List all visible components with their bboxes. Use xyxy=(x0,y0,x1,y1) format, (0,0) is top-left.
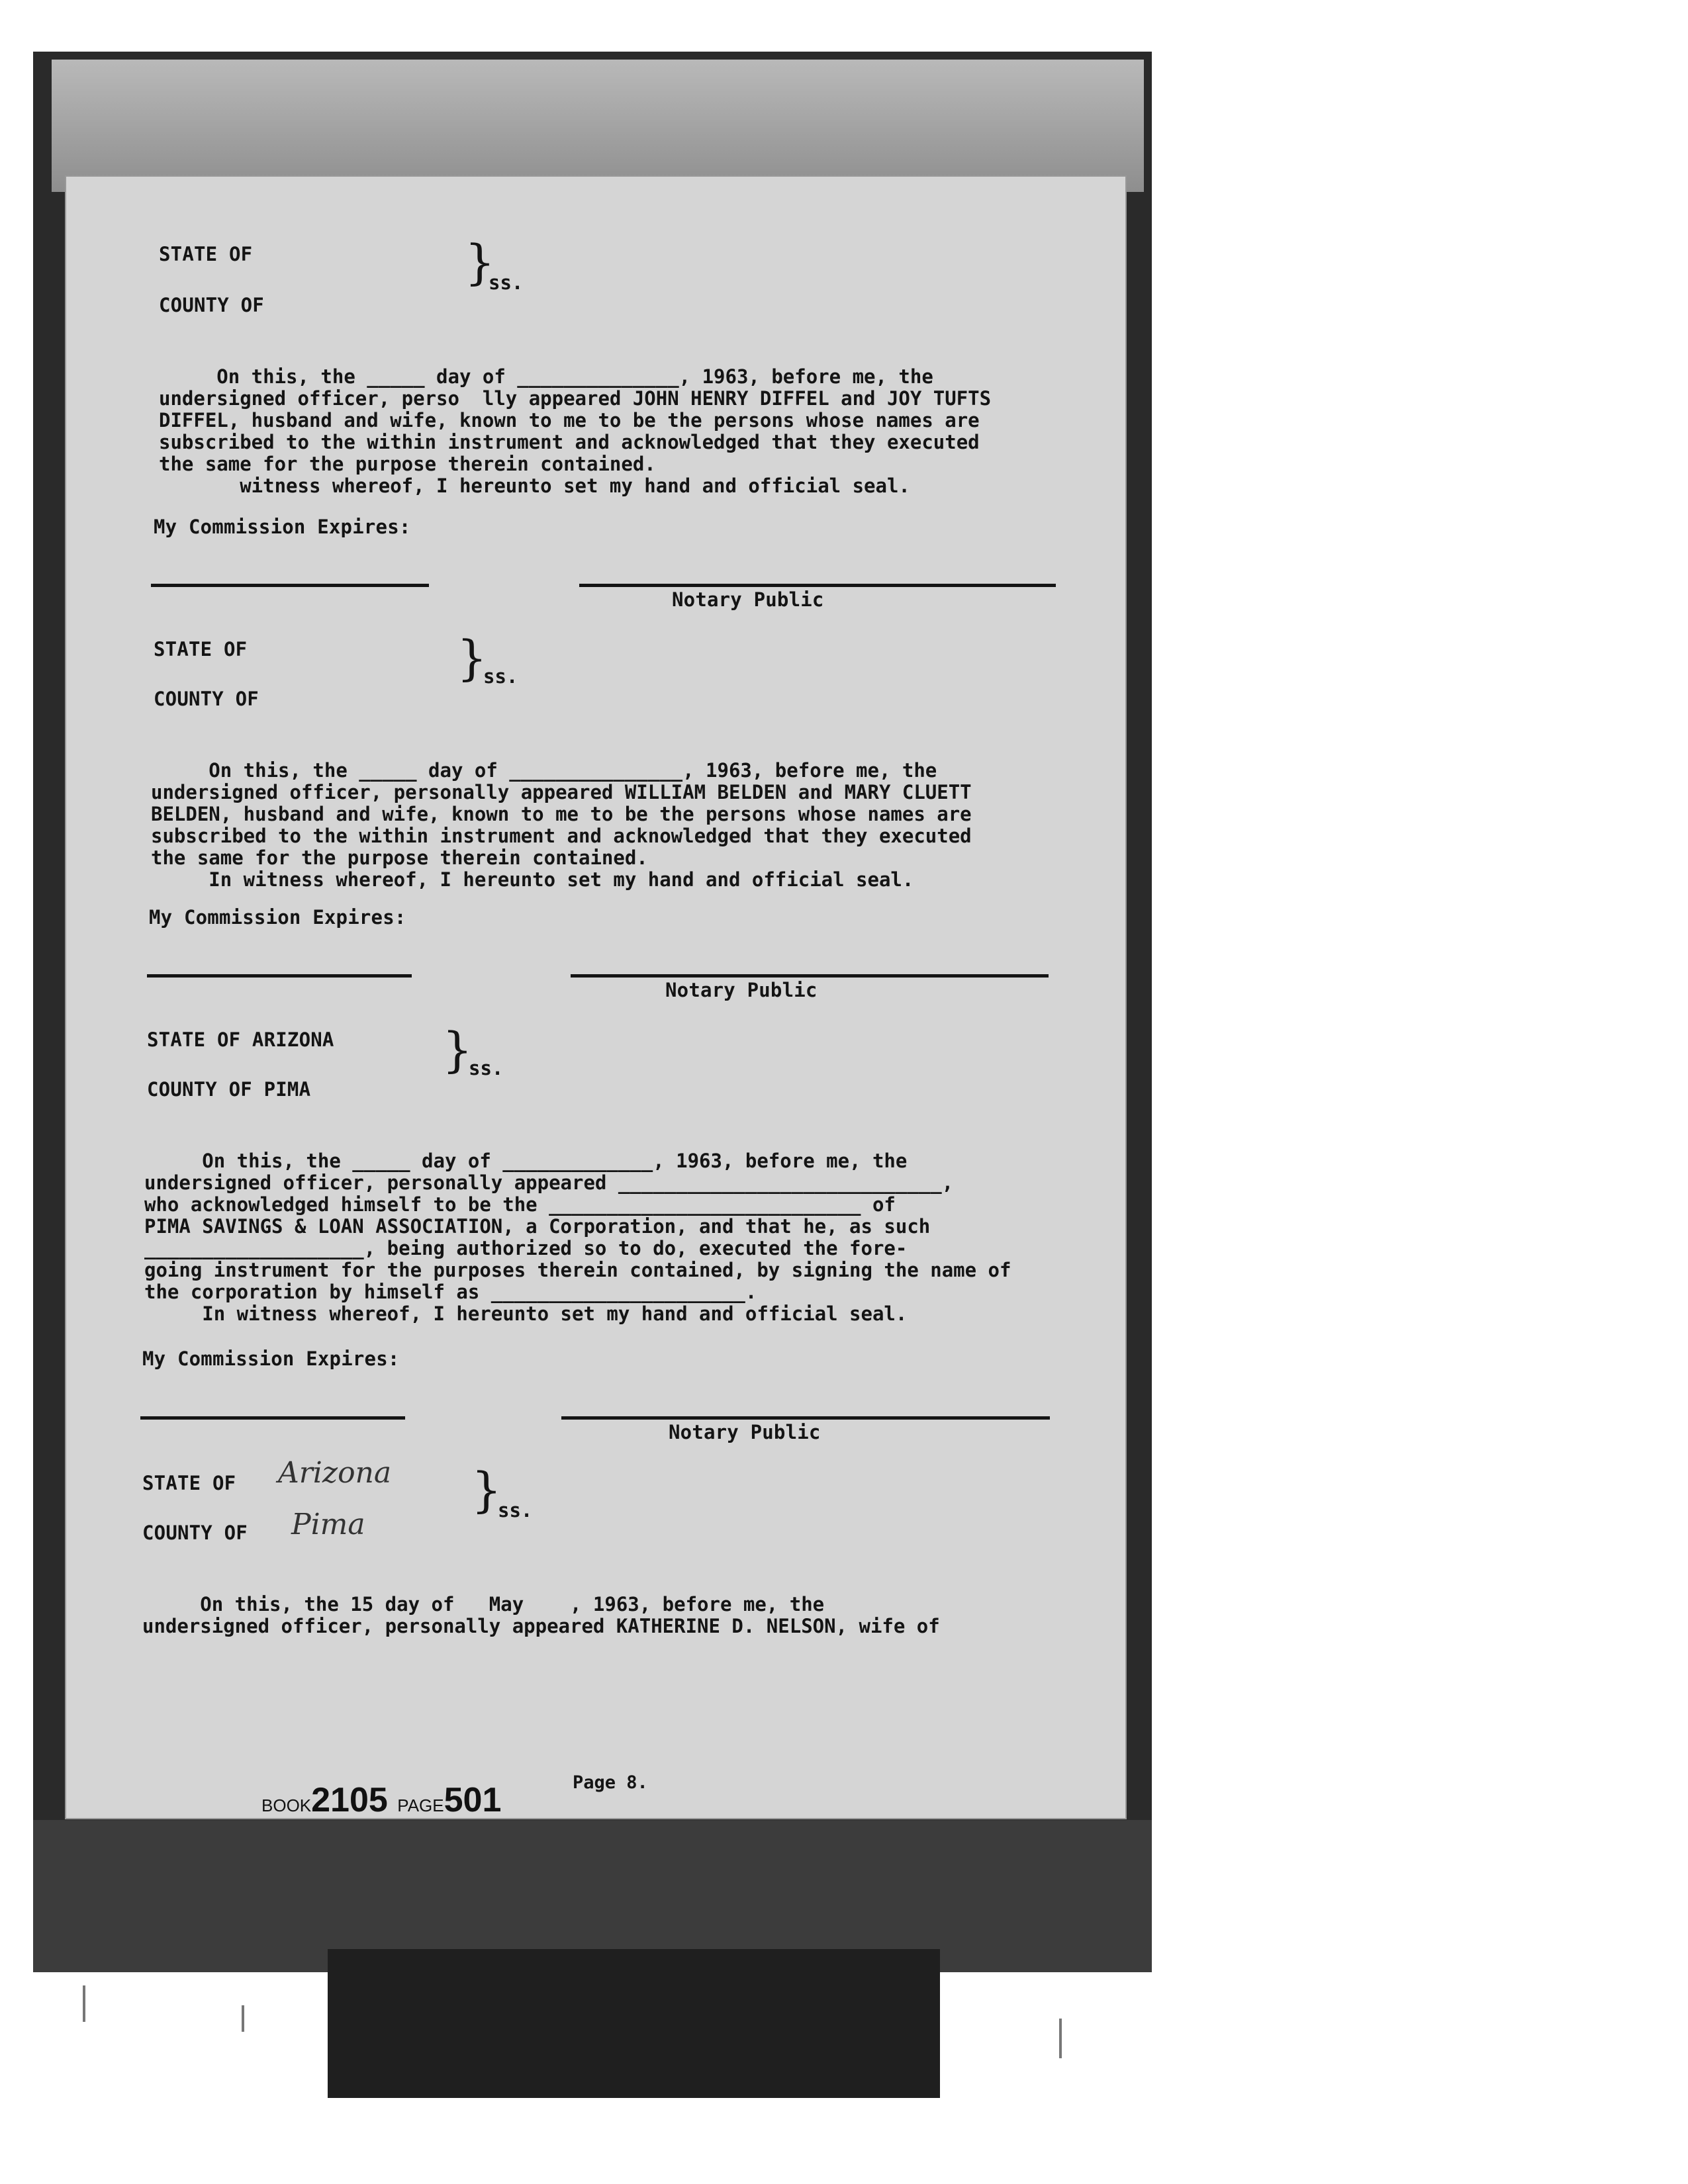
ack-paragraph-1 xyxy=(159,344,991,519)
scan-mark xyxy=(83,1985,85,2022)
notary-label-2: Notary Public xyxy=(665,979,818,1001)
page-number: 501 xyxy=(444,1781,502,1819)
bracket-1: } xyxy=(465,234,495,290)
line: subscribed to the within instrument and acknowledged that they executed xyxy=(151,825,972,847)
state-handwritten: Arizona xyxy=(278,1456,392,1490)
bracket-4: } xyxy=(471,1462,502,1518)
line: witness whereof, I hereunto set my hand and official seal. xyxy=(159,475,910,497)
scan-mark xyxy=(242,2005,244,2032)
commission-line-3 xyxy=(140,1416,405,1420)
line: On this, the _____ day of _____________, 1963, before me, the xyxy=(144,1150,908,1172)
ss-4: ss. xyxy=(498,1499,533,1522)
line: On this, the _____ day of _______________, 1963, before me, the xyxy=(151,759,937,782)
county-label-1: COUNTY OF xyxy=(159,294,264,316)
line: ___________________, being authorized so to do, executed the fore- xyxy=(144,1237,908,1259)
line: On this, the _____ day of ______________, 1963, before me, the xyxy=(159,365,933,388)
state-label-1: STATE OF xyxy=(159,243,253,265)
line: the same for the purpose therein contained. xyxy=(151,846,648,869)
ss-2: ss. xyxy=(483,665,518,688)
commission-line-1 xyxy=(151,584,429,587)
notary-label-1: Notary Public xyxy=(672,588,824,611)
line: undersigned officer, perso lly appeared JOHN HENRY DIFFEL and JOY TUFTS xyxy=(159,387,992,410)
line: PIMA SAVINGS & LOAN ASSOCIATION, a Corporation, and that he, as such xyxy=(144,1215,931,1238)
line: In witness whereof, I hereunto set my hand and official seal. xyxy=(144,1302,908,1325)
book-label: BOOK xyxy=(261,1796,312,1815)
notary-line-3 xyxy=(561,1416,1050,1420)
state-label-2: STATE OF xyxy=(154,638,248,660)
line: DIFFEL, husband and wife, known to me to be the persons whose names are xyxy=(159,409,980,432)
county-label-2: COUNTY OF xyxy=(154,688,259,710)
line: undersigned officer, personally appeared ____________________________, xyxy=(144,1171,954,1194)
commission-label-3: My Commission Expires: xyxy=(142,1347,400,1370)
commission-label-2: My Commission Expires: xyxy=(149,906,406,929)
bracket-3: } xyxy=(442,1022,473,1077)
ack-paragraph-3 xyxy=(144,1128,1011,1347)
county-label-3: COUNTY OF PIMA xyxy=(147,1078,311,1101)
line: BELDEN, husband and wife, known to me to be the persons whose names are xyxy=(151,803,972,825)
state-label-4: STATE OF xyxy=(142,1472,236,1494)
line: In witness whereof, I hereunto set my hand and official seal. xyxy=(151,868,914,891)
commission-line-2 xyxy=(147,974,412,978)
notary-line-1 xyxy=(579,584,1056,587)
scan-top-shading xyxy=(52,60,1144,192)
scan-lower-stub xyxy=(328,1949,940,2098)
line: who acknowledged himself to be the ___________________________ of xyxy=(144,1193,896,1216)
ack-paragraph-4 xyxy=(142,1572,940,1659)
line: the same for the purpose therein contained. xyxy=(159,453,656,475)
book-number: 2105 xyxy=(311,1781,388,1819)
book-page-stamp xyxy=(261,1780,501,1820)
scan-mark xyxy=(1059,2019,1062,2058)
commission-label-1: My Commission Expires: xyxy=(154,516,411,538)
page-indicator: Page 8. xyxy=(573,1772,648,1793)
county-label-4: COUNTY OF xyxy=(142,1522,248,1544)
line: On this, the 15 day of May , 1963, before me, the xyxy=(142,1593,825,1615)
notary-line-2 xyxy=(571,974,1049,978)
county-handwritten: Pima xyxy=(291,1508,365,1541)
line: undersigned officer, personally appeared KATHERINE D. NELSON, wife of xyxy=(142,1615,940,1637)
ack-paragraph-2 xyxy=(151,738,972,913)
notary-label-3: Notary Public xyxy=(669,1421,821,1443)
line: undersigned officer, personally appeared WILLIAM BELDEN and MARY CLUETT xyxy=(151,781,972,803)
page-label: PAGE xyxy=(397,1796,444,1815)
state-label-3: STATE OF ARIZONA xyxy=(147,1028,334,1051)
line: going instrument for the purposes therein contained, by signing the name of xyxy=(144,1259,1011,1281)
ss-3: ss. xyxy=(469,1057,504,1079)
bracket-2: } xyxy=(457,630,487,686)
line: subscribed to the within instrument and acknowledged that they executed xyxy=(159,431,980,453)
ss-1: ss. xyxy=(489,271,524,294)
line: the corporation by himself as ______________________. xyxy=(144,1281,757,1303)
